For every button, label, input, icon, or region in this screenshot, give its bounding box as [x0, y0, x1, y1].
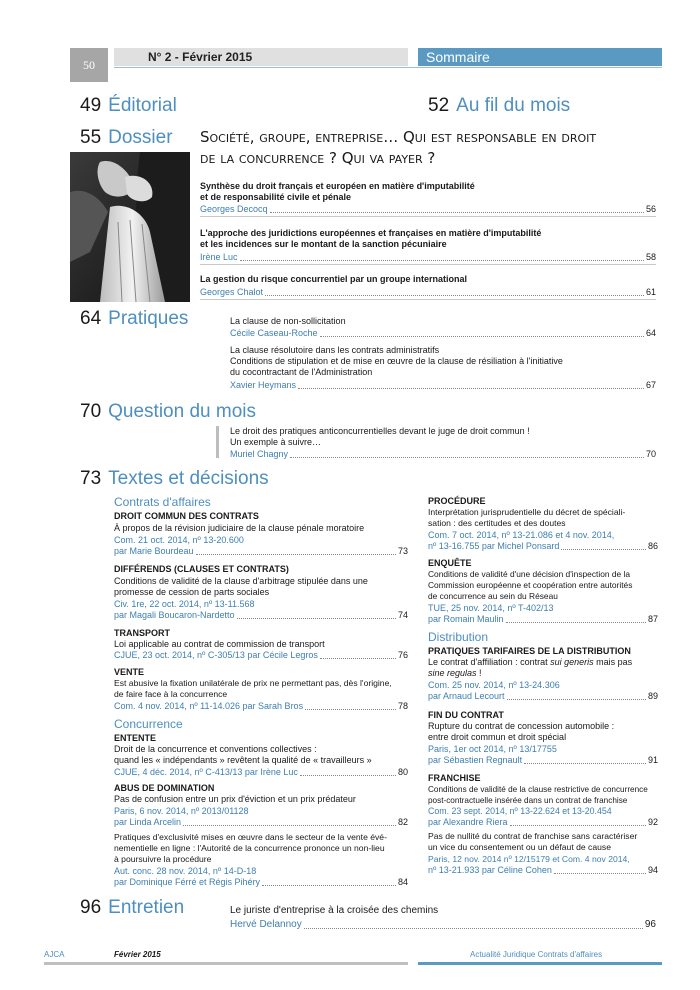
page-ref: 94: [647, 865, 658, 875]
droit-commun-desc[interactable]: À propos de la révision judiciaire de la clause pénale moratoire: [114, 523, 365, 533]
vente-heading: VENTE: [114, 667, 145, 677]
fin-contrat-ref: Paris, 1er oct 2014, nº 13/17755: [428, 744, 557, 754]
vente-desc-line1: Est abusive la fixation unilatérale de prix ne permettant pas, dès l'origine,: [114, 678, 392, 688]
page-ref: 67: [645, 380, 656, 390]
page-ref: 87: [647, 614, 658, 624]
entretien-title: Entretien: [108, 897, 185, 918]
droit-commun-ref: Com. 21 oct. 2014, nº 13-20.600: [114, 535, 244, 545]
question-title: Question du mois: [108, 401, 256, 422]
dossier-headline-line1: Société, groupe, entreprise… Qui est responsable en droit: [200, 128, 597, 146]
footer-journal-name: Actualité Juridique Contrats d'affaires: [470, 950, 603, 959]
desc-italic: sui generis: [550, 657, 594, 667]
desc-italic: sine regulas: [428, 668, 477, 678]
dossier-article-2-title[interactable]: [200, 228, 541, 250]
hands-gavel-photo: [70, 152, 190, 302]
enquete-ref: TUE, 25 nov. 2014, nº T-402/13: [428, 603, 554, 613]
page-ref: 61: [645, 287, 656, 297]
franchise-desc-line1: Conditions de validité de la clause restrictive de concurrence: [428, 785, 648, 794]
page-ref: 56: [645, 204, 656, 214]
pratiques-tarifaires-heading: PRATIQUES TARIFAIRES DE LA DISTRIBUTION: [428, 646, 631, 656]
nullite-desc-line2: un vice du consentement ou un défaut de cause: [428, 842, 611, 852]
footer-divider-left: [44, 962, 408, 965]
dossier-article-3-leader: [200, 287, 656, 300]
enquete-desc[interactable]: [428, 569, 632, 602]
pratiques-title: Pratiques: [108, 308, 189, 329]
ref-author: nº 13-16.755 par Michel Ponsard: [428, 541, 560, 551]
author: Cécile Caseau-Roche: [230, 328, 318, 338]
textes-page: 73: [80, 468, 102, 489]
procedure-desc-line1: Interprétation jurisprudentielle du décret de spéciali-: [428, 507, 626, 517]
entente-leader: [114, 767, 408, 778]
author: Georges Decocq: [200, 204, 268, 214]
author: par Dominique Férré et Régis Pihéry: [114, 877, 261, 887]
pratiques-page: 64: [80, 308, 102, 329]
abus-leader: [114, 817, 408, 828]
pratiques-item-2-line1: La clause résolutoire dans les contrats administratifs: [230, 345, 440, 355]
enquete-desc-line2: Commission européenne et coopération entre autorités: [428, 580, 633, 590]
differends-leader: [114, 610, 408, 621]
franchise-ref: Com. 23 sept. 2014, nº 13-22.624 et 13-20.454: [428, 806, 612, 816]
pratiques-item-1-leader: [230, 328, 656, 339]
dossier-article-1-leader: [200, 204, 656, 217]
page-ref: 74: [397, 610, 408, 620]
abus-desc[interactable]: Pas de confusion entre un prix d'éviction et un prix prédateur: [114, 794, 356, 804]
nullite-ref: Paris, 12 nov. 2014 nº 12/15179 et Com. 4 nov 2014,: [428, 854, 630, 864]
transport-leader: [114, 650, 408, 661]
author: Hervé Delannoy: [230, 919, 302, 930]
enquete-desc-line3: de concurrence au sein du Réseau: [428, 591, 558, 601]
author: par Magali Boucaron-Nardetto: [114, 610, 235, 620]
question-desc-line2: Un exemple à suivre…: [230, 437, 322, 447]
differends-desc[interactable]: [114, 576, 368, 598]
section-label: Sommaire: [418, 48, 662, 66]
page-ref: 84: [397, 877, 408, 887]
nullite-desc-line1: Pas de nullité du contrat de franchise sans caractériser: [428, 831, 638, 841]
vente-desc[interactable]: [114, 678, 392, 700]
exclusivite-desc-line1: Pratiques d'exclusivité mises en œuvre dans le secteur de la vente évé-: [114, 832, 387, 842]
procedure-leader: [428, 541, 658, 552]
differends-desc-line1: Conditions de validité de la clause d'arbitrage stipulée dans une: [114, 576, 368, 586]
procedure-desc[interactable]: [428, 507, 625, 529]
abus-ref: Paris, 6 nov. 2014, nº 2013/01128: [114, 806, 249, 816]
au-fil-heading[interactable]: [428, 95, 570, 117]
dossier-page: 55: [80, 127, 102, 148]
author: par Marie Bourdeau: [114, 546, 194, 556]
page-ref: 86: [647, 541, 658, 551]
author: par Sébastien Regnault: [428, 755, 523, 765]
question-leader: [230, 449, 656, 460]
entretien-desc[interactable]: Le juriste d'entreprise à la croisée des chemins: [230, 905, 439, 916]
page-ref: 82: [397, 817, 408, 827]
exclusivite-desc[interactable]: [114, 832, 387, 865]
au-fil-page: 52: [428, 95, 450, 116]
textes-title: Textes et décisions: [108, 468, 269, 489]
procedure-desc-line2: sation : des certitudes et des doutes: [428, 518, 566, 528]
page-ref: 91: [647, 755, 658, 765]
exclusivite-ref: Aut. conc. 28 nov. 2014, nº 14-D-18: [114, 866, 257, 876]
subsection-concurrence: Concurrence: [114, 717, 183, 731]
dossier-headline-line2: de la concurrence ? Qui va payer ?: [200, 149, 436, 167]
transport-heading: TRANSPORT: [114, 628, 170, 638]
author: par Linda Arcelin: [114, 817, 182, 827]
pratiques-item-2-title[interactable]: [230, 345, 563, 378]
pratiques-item-2-line2: Conditions de stipulation et de mise en œuvre de la clause de résiliation à l'initiative: [230, 356, 563, 366]
question-desc-line1: Le droit des pratiques anticoncurrentielles devant le juge de droit commun !: [230, 426, 530, 436]
droit-commun-leader: [114, 546, 408, 557]
transport-desc[interactable]: Loi applicable au contrat de commission de transport: [114, 639, 325, 649]
footer-date: Février 2015: [114, 950, 161, 959]
pratiques-tarifaires-desc[interactable]: [428, 657, 632, 679]
franchise-desc[interactable]: [428, 784, 648, 806]
pratiques-tarifaires-leader: [428, 691, 658, 702]
author: par Alexandre Riera: [428, 817, 508, 827]
fin-contrat-desc-line2: entre droit commun et droit spécial: [428, 732, 567, 742]
author: Irène Luc: [200, 252, 238, 262]
subsection-contrats: Contrats d'affaires: [114, 495, 211, 509]
differends-heading: DIFFÉRENDS (CLAUSES ET CONTRATS): [114, 564, 289, 574]
dossier-heading[interactable]: [80, 127, 173, 149]
question-page: 70: [80, 401, 102, 422]
page-ref: 92: [647, 817, 658, 827]
page-ref: 78: [397, 701, 408, 711]
droit-commun-heading: DROIT COMMUN DES CONTRATS: [114, 511, 259, 521]
page-number: 50: [70, 48, 108, 82]
dossier-article-1-title-line1: Synthèse du droit français et européen en matière d'imputabilité: [200, 181, 475, 191]
subsection-distribution: Distribution: [428, 630, 489, 644]
issue-label: N° 2 - Février 2015: [114, 48, 408, 66]
dossier-article-2-title-line1: L'approche des juridictions européennes et françaises en matière d'imputabilité: [200, 228, 542, 238]
ref-author: nº 13-21.933 par Céline Cohen: [428, 865, 552, 875]
fin-contrat-desc-line1: Rupture du contrat de concession automobile :: [428, 721, 615, 731]
enquete-heading: ENQUÊTE: [428, 558, 472, 568]
fin-contrat-heading: FIN DU CONTRAT: [428, 710, 504, 720]
entente-desc-line1: Droit de la concurrence et conventions collectives :: [114, 744, 317, 754]
header-divider: [114, 67, 662, 68]
page-ref: 58: [645, 252, 656, 262]
exclusivite-leader: [114, 877, 408, 888]
dossier-article-1-title-line2: et de responsabilité civile et pénale: [200, 192, 352, 202]
author: Muriel Chagny: [230, 449, 289, 459]
desc-part: Le contrat d'affiliation : contrat: [428, 657, 551, 667]
page-ref: 96: [644, 919, 656, 930]
author: par Arnaud Lecourt: [428, 691, 505, 701]
franchise-leader: [428, 817, 658, 828]
footer-journal-abbr: AJCA: [44, 950, 65, 959]
entretien-leader: [230, 919, 656, 931]
enquete-desc-line1: Conditions de validité d'une décision d'inspection de la: [428, 569, 631, 579]
vente-desc-line2: de faire face à la concurrence: [114, 689, 228, 699]
nullite-desc[interactable]: [428, 831, 637, 853]
footer-divider-right: [418, 962, 662, 965]
fin-contrat-desc[interactable]: [428, 721, 614, 743]
desc-part: !: [476, 668, 482, 678]
pratiques-tarifaires-ref: Com. 25 nov. 2014, nº 13-24.306: [428, 680, 560, 690]
pratiques-item-1-title[interactable]: La clause de non-sollicitation: [230, 316, 346, 326]
enquete-leader: [428, 614, 658, 625]
textes-heading[interactable]: [80, 468, 269, 490]
dossier-article-3-title[interactable]: La gestion du risque concurrentiel par un groupe international: [200, 274, 468, 284]
editorial-title: Éditorial: [108, 95, 177, 116]
question-desc[interactable]: [230, 426, 530, 448]
page-ref: 73: [397, 546, 408, 556]
page-ref: 80: [397, 767, 408, 777]
franchise-desc-line2: post-contractuelle insérée dans un contrat de franchise: [428, 796, 628, 805]
procedure-ref: Com. 7 oct. 2014, nº 13-21.086 et 4 nov. 2014,: [428, 530, 615, 540]
exclusivite-desc-line3: à poursuivre la procédure: [114, 854, 212, 864]
page-ref: 70: [645, 449, 656, 459]
au-fil-title: Au fil du mois: [456, 95, 571, 116]
editorial-heading[interactable]: [80, 95, 177, 117]
dossier-title: Dossier: [108, 127, 173, 148]
entente-desc[interactable]: [114, 744, 372, 766]
ref-author: CJUE, 4 déc. 2014, nº C-413/13 par Irène Luc: [114, 767, 298, 777]
ref-author: CJUE, 23 oct. 2014, nº C-305/13 par Cécile Legros: [114, 650, 318, 660]
question-side-bar: [216, 426, 219, 458]
entretien-heading[interactable]: [80, 897, 184, 919]
dossier-article-2-leader: [200, 252, 656, 265]
author: Georges Chalot: [200, 287, 264, 297]
franchise-heading: FRANCHISE: [428, 773, 481, 783]
ref-author: Com. 4 nov. 2014, nº 11-14.026 par Sarah Bros: [114, 701, 304, 711]
pratiques-item-2-leader: [230, 380, 656, 391]
dossier-article-2-title-line2: et les incidences sur le montant de la sanction pécuniaire: [200, 239, 447, 249]
differends-desc-line2: promesse de cession de parts sociales: [114, 587, 270, 597]
question-heading[interactable]: [80, 401, 256, 423]
dossier-article-1-title[interactable]: [200, 181, 475, 203]
fin-contrat-leader: [428, 755, 658, 766]
editorial-page: 49: [80, 95, 102, 116]
desc-part: mais pas: [593, 657, 633, 667]
pratiques-heading[interactable]: [80, 308, 188, 330]
page-ref: 76: [397, 650, 408, 660]
entente-heading: ENTENTE: [114, 733, 157, 743]
page-ref: 89: [647, 691, 658, 701]
exclusivite-desc-line2: nementielle en ligne : l'Autorité de la concurrence prononce un non-lieu: [114, 843, 385, 853]
nullite-leader: [428, 865, 658, 876]
entretien-page: 96: [80, 897, 102, 918]
entente-desc-line2: quand les « indépendants » revêtent la qualité de « travailleurs »: [114, 755, 372, 765]
abus-heading: ABUS DE DOMINATION: [114, 783, 215, 793]
procedure-heading: PROCÉDURE: [428, 496, 486, 506]
pratiques-item-2-line3: du cocontractant de l'Administration: [230, 367, 373, 377]
vente-leader: [114, 701, 408, 712]
author: Xavier Heymans: [230, 380, 297, 390]
page-ref: 64: [645, 328, 656, 338]
author: par Romain Maulin: [428, 614, 504, 624]
differends-ref: Civ. 1re, 22 oct. 2014, nº 13-11.568: [114, 599, 255, 609]
